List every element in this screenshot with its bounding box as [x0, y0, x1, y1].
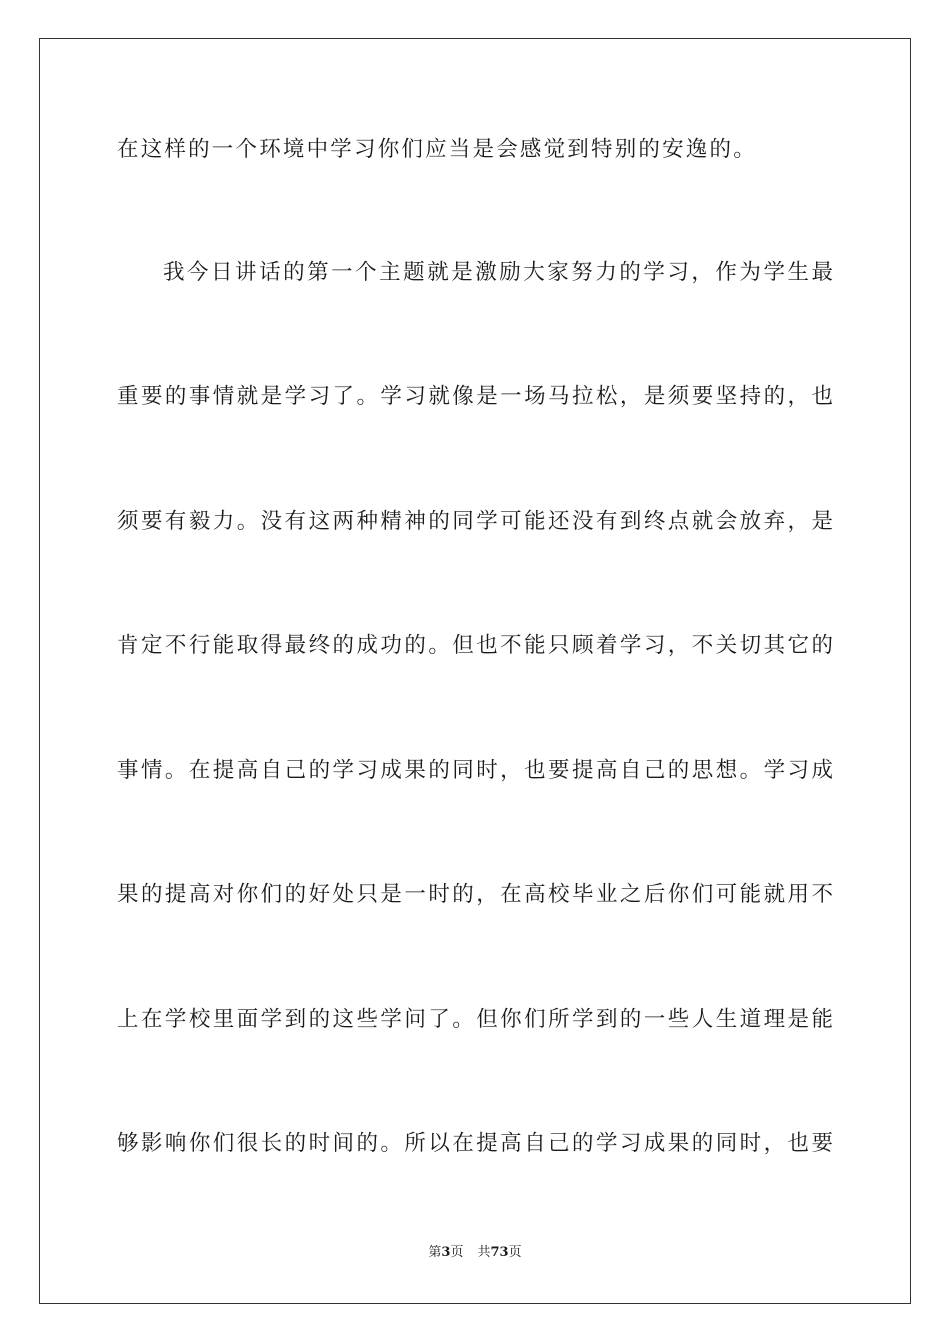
total-suffix: 页 — [508, 1245, 522, 1260]
page-number: 3 — [441, 1245, 451, 1260]
page-footer — [0, 1244, 950, 1262]
paragraph-line: 上在学校里面学到的这些学问了。但你们所学到的一些人生道理是能 — [117, 1007, 833, 1032]
paragraph-line: 肯定不行能取得最终的成功的。但也不能只顾着学习，不关切其它的 — [117, 633, 833, 658]
paragraph-line: 果的提高对你们的好处只是一时的，在高校毕业之后你们可能就用不 — [117, 882, 833, 907]
paragraph-line: 重要的事情就是学习了。学习就像是一场马拉松，是须要坚持的，也 — [117, 384, 833, 409]
paragraph-line: 我今日讲话的第一个主题就是激励大家努力的学习，作为学生最 — [163, 260, 833, 285]
total-prefix: 共 — [477, 1245, 491, 1260]
page-suffix: 页 — [450, 1245, 464, 1260]
paragraph-line: 够影响你们很长的时间的。所以在提高自己的学习成果的同时，也要 — [117, 1131, 833, 1156]
paragraph-line: 在这样的一个环境中学习你们应当是会感觉到特别的安逸的。 — [117, 137, 757, 162]
total-pages: 73 — [490, 1245, 509, 1260]
page-prefix: 第 — [428, 1245, 442, 1260]
page-border — [39, 38, 911, 1304]
paragraph-line: 事情。在提高自己的学习成果的同时，也要提高自己的思想。学习成 — [117, 758, 833, 783]
paragraph-line: 须要有毅力。没有这两种精神的同学可能还没有到终点就会放弃，是 — [117, 509, 833, 534]
